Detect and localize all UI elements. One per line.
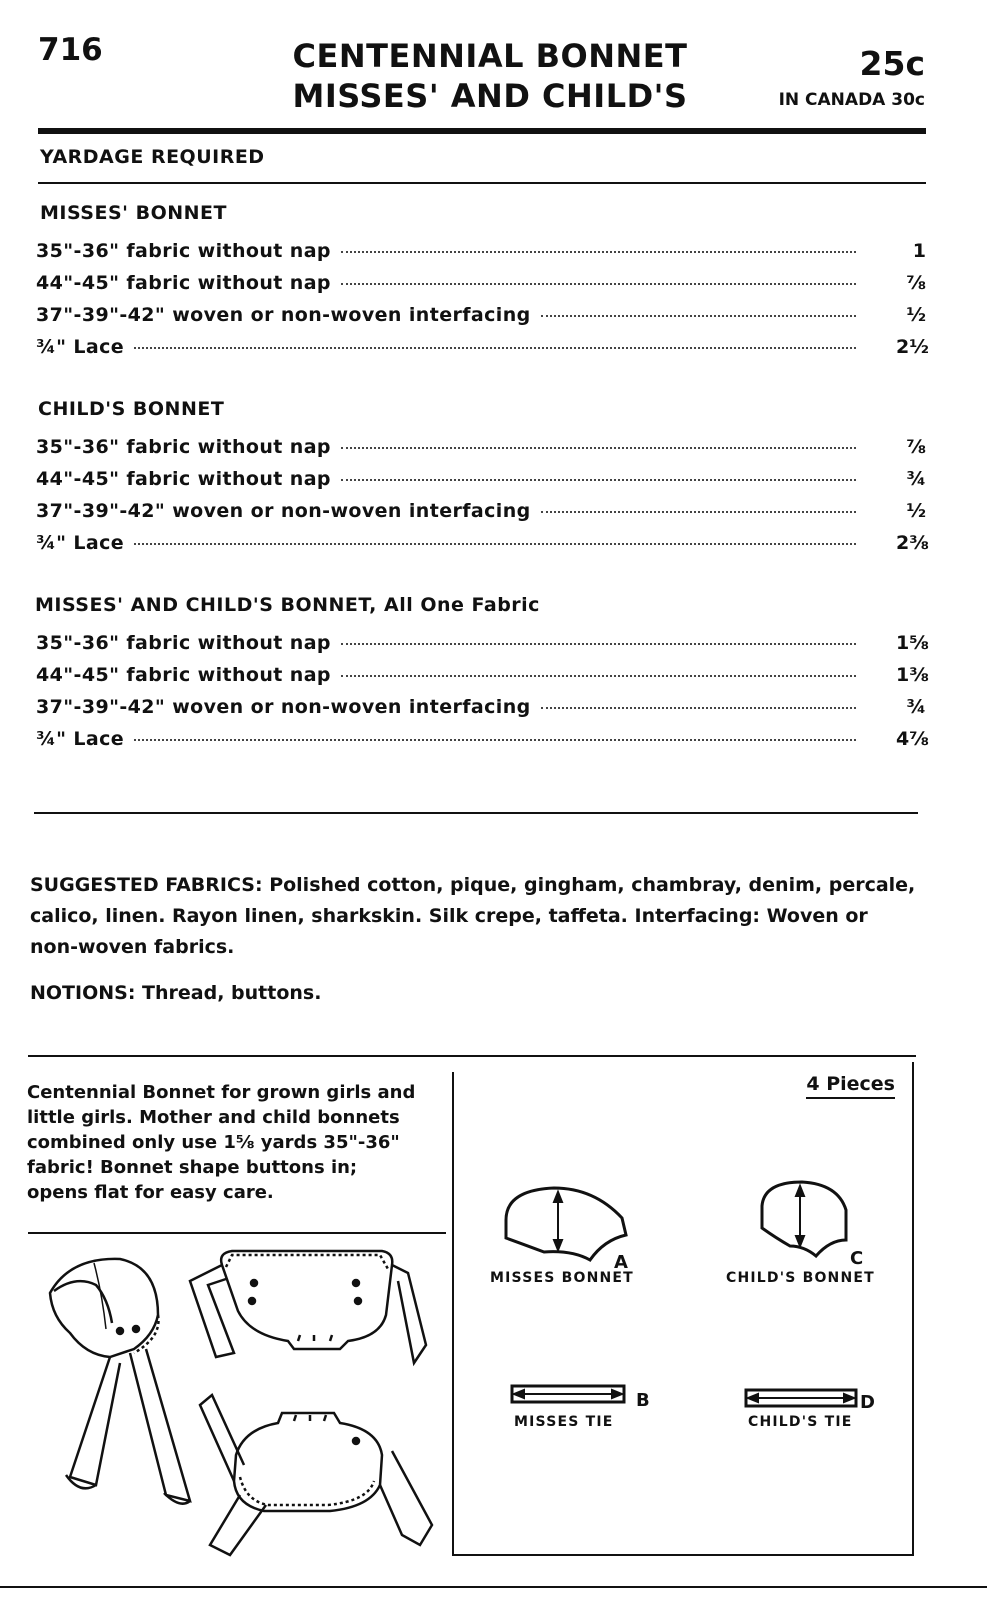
description-text: for grown girls and little girls. Mother and child bonnets combined only use 1⅝ yards 35"-36" fabric! Bonnet shape buttons in; opens flat for easy care. xyxy=(27,1082,416,1203)
pieces-count: 4 Pieces xyxy=(806,1073,895,1099)
suggested-fabrics-text: Polished cotton, pique, gingham, chambray, denim, percale, calico, linen. Rayon linen, sharkskin. Silk crepe, taffeta. Interfacing: Woven or non-woven fabrics. xyxy=(30,874,916,958)
piece-b-label: MISSES TIE xyxy=(514,1414,614,1430)
dot-leader xyxy=(341,251,856,253)
suggested-fabrics-label: SUGGESTED FABRICS: xyxy=(30,874,263,896)
piece-c-shape xyxy=(762,1182,846,1256)
notions-text: Thread, buttons. xyxy=(142,982,322,1004)
price-canada: IN CANADA 30c xyxy=(778,90,925,110)
row-label: 37"-39"-42" woven or non-woven interfacing xyxy=(36,696,531,718)
dot-leader xyxy=(541,511,856,513)
piece-c-letter: C xyxy=(850,1248,864,1269)
piece-b-letter: B xyxy=(636,1390,650,1411)
pattern-pieces-diagram xyxy=(454,1100,910,1540)
row-label: ¾" Lace xyxy=(36,728,125,750)
section-title-child: CHILD'S BONNET xyxy=(38,398,225,420)
yardage-row xyxy=(36,336,929,366)
dot-leader xyxy=(134,739,856,741)
piece-c-label: CHILD'S BONNET xyxy=(726,1270,875,1286)
yardage-row xyxy=(36,436,926,466)
piece-b-grainline xyxy=(514,1390,622,1398)
dot-leader xyxy=(341,643,856,645)
yardage-row xyxy=(36,532,929,562)
bonnet-flat-view xyxy=(190,1251,432,1555)
title-line-2: MISSES' AND CHILD'S xyxy=(292,77,688,115)
piece-a-shape xyxy=(506,1188,626,1260)
yardage-row xyxy=(36,500,926,530)
row-label: 35"-36" fabric without nap xyxy=(36,632,331,654)
yardage-row xyxy=(36,272,926,302)
pieces-box-bottom xyxy=(452,1554,914,1556)
lower-top-rule xyxy=(28,1055,916,1057)
yardage-row xyxy=(36,632,929,662)
piece-c-grainline xyxy=(796,1186,804,1246)
bonnet-illustration xyxy=(30,1245,448,1565)
row-label: 35"-36" fabric without nap xyxy=(36,240,331,262)
row-label: ¾" Lace xyxy=(36,336,125,358)
pieces-box-right xyxy=(912,1062,914,1556)
row-amount: ½ xyxy=(906,500,926,522)
dot-leader xyxy=(341,479,856,481)
dot-leader xyxy=(341,283,856,285)
dot-leader xyxy=(541,707,856,709)
yardage-row xyxy=(36,664,929,694)
piece-d-letter: D xyxy=(860,1392,875,1413)
yardage-rule xyxy=(38,182,926,184)
section-title-misses: MISSES' BONNET xyxy=(40,202,227,224)
row-amount: ⅞ xyxy=(906,436,926,458)
row-amount: 1⅝ xyxy=(896,632,929,654)
yardage-row xyxy=(36,304,926,334)
page-bottom-rule xyxy=(0,1586,987,1588)
bonnet-side-view xyxy=(50,1259,190,1504)
dot-leader xyxy=(341,447,856,449)
dot-leader xyxy=(541,315,856,317)
row-label: 44"-45" fabric without nap xyxy=(36,272,331,294)
row-amount: 2⅜ xyxy=(896,532,929,554)
row-amount: 4⅞ xyxy=(896,728,929,750)
dot-leader xyxy=(341,675,856,677)
row-amount: 1 xyxy=(912,240,926,262)
header-rule xyxy=(38,128,926,134)
yardage-row xyxy=(36,696,926,726)
yardage-row xyxy=(36,728,929,758)
row-amount: ¾ xyxy=(906,468,926,490)
section-title-combined: MISSES' AND CHILD'S BONNET, All One Fabric xyxy=(35,594,540,616)
notions xyxy=(30,978,918,1009)
piece-d-grainline xyxy=(748,1394,854,1402)
notions-label: NOTIONS: xyxy=(30,982,136,1004)
piece-a-letter: A xyxy=(614,1252,628,1273)
piece-d-label: CHILD'S TIE xyxy=(748,1414,853,1430)
row-amount: 2½ xyxy=(896,336,929,358)
row-label: 37"-39"-42" woven or non-woven interfacing xyxy=(36,500,531,522)
row-amount: ¾ xyxy=(906,696,926,718)
row-amount: ½ xyxy=(906,304,926,326)
row-label: ¾" Lace xyxy=(36,532,125,554)
row-label: 44"-45" fabric without nap xyxy=(36,664,331,686)
description-lead: Centennial Bonnet xyxy=(27,1082,215,1103)
title-line-1: CENTENNIAL BONNET xyxy=(292,37,688,75)
suggested-fabrics xyxy=(30,870,918,963)
row-label: 37"-39"-42" woven or non-woven interfacing xyxy=(36,304,531,326)
yardage-row xyxy=(36,468,926,498)
row-label: 35"-36" fabric without nap xyxy=(36,436,331,458)
pattern-description xyxy=(27,1080,422,1205)
pattern-title xyxy=(250,36,730,116)
row-amount: 1⅜ xyxy=(896,664,929,686)
pattern-number: 716 xyxy=(38,32,103,68)
dot-leader xyxy=(134,543,856,545)
yardage-row xyxy=(36,240,926,270)
dot-leader xyxy=(134,347,856,349)
row-label: 44"-45" fabric without nap xyxy=(36,468,331,490)
piece-a-grainline xyxy=(554,1192,562,1250)
yardage-bottom-rule xyxy=(34,812,918,814)
piece-a-label: MISSES BONNET xyxy=(490,1270,634,1286)
price: 25c xyxy=(859,44,925,83)
yardage-heading: YARDAGE REQUIRED xyxy=(40,146,265,168)
description-rule xyxy=(28,1232,446,1234)
row-amount: ⅞ xyxy=(906,272,926,294)
